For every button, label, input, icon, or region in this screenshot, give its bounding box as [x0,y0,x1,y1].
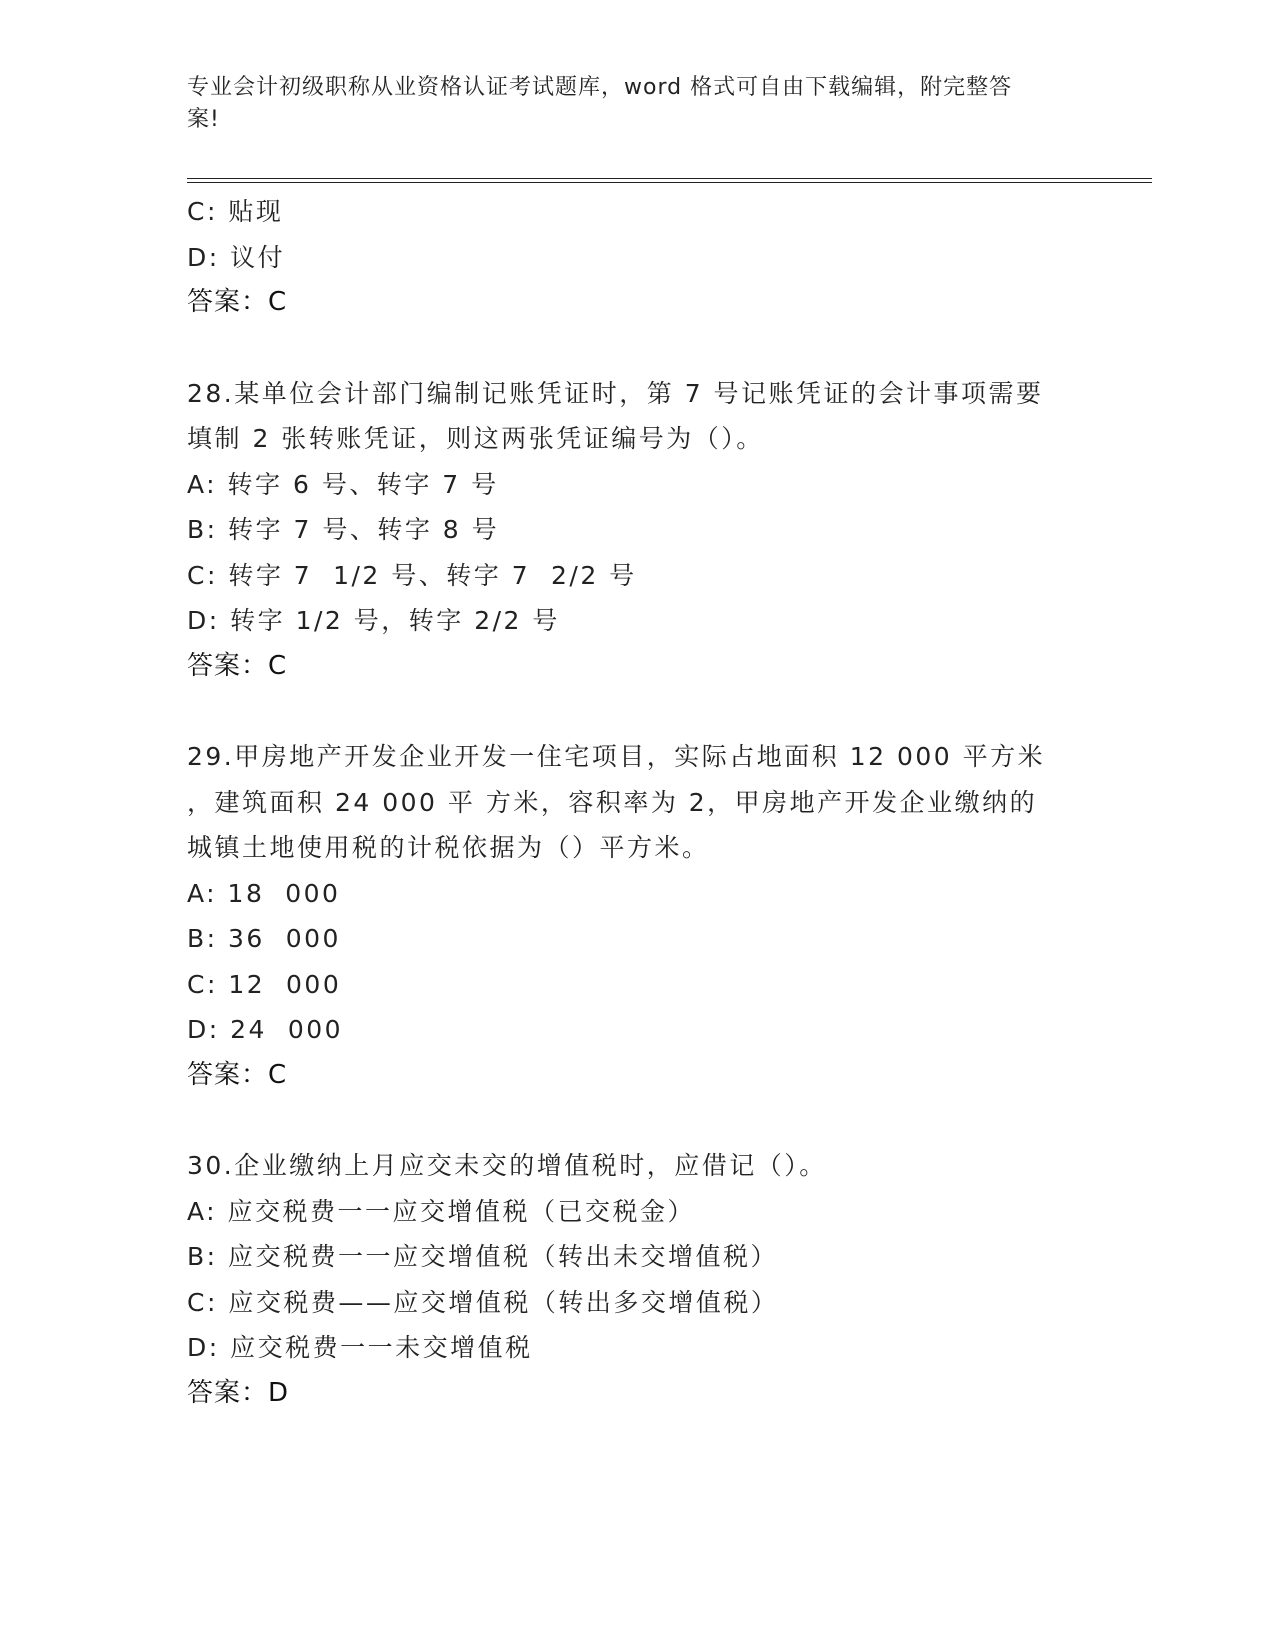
option-b: B: 应交税费一一应交增值税（转出未交增值税） [187,1242,779,1271]
question-list [187,189,1117,1416]
header-rule-bottom [187,182,1152,183]
stem-line: 填制 2 张转账凭证，则这两张凭证编号为（）。 [187,424,764,453]
question-stem [187,371,1117,462]
option-c: C: 12 000 [187,969,342,999]
option-d: D: 议付 [187,242,286,272]
stem-line: 29.甲房地产开发企业开发一住宅项目，实际占地面积 12 000 平方米 [187,742,1046,771]
option-d: D: 应交税费一一未交增值税 [187,1333,533,1362]
answer: 答案：C [187,1059,288,1090]
answer: 答案：C [187,650,288,681]
option-a: A: 转字 6 号、转字 7 号 [187,469,499,499]
option-b: B: 36 000 [187,924,341,953]
stem-line: ，建筑面积 24 000 平 方米，容积率为 2，甲房地产开发企业缴纳的 [187,787,1038,817]
header-line-2: 案! [187,107,220,132]
question-29 [187,734,1117,1098]
option-c: C: 应交税费——应交增值税（转出多交增值税） [187,1287,779,1317]
stem-line: 28.某单位会计部门编制记账凭证时，第 7 号记账凭证的会计事项需要 [187,378,1044,408]
question-27-tail [187,189,1117,326]
header-rule-top [187,178,1152,179]
stem-line: 30.企业缴纳上月应交未交的增值税时，应借记（）。 [187,1151,827,1180]
question-stem [187,1143,1117,1189]
option-c: C: 贴现 [187,197,284,226]
option-a: A: 应交税费一一应交增值税（已交税金） [187,1196,696,1226]
option-d: D: 24 000 [187,1015,344,1044]
question-28 [187,371,1117,690]
answer: 答案：D [187,1377,290,1408]
question-stem [187,734,1117,871]
stem-line: 城镇土地使用税的计税依据为（）平方米。 [187,833,710,862]
answer: 答案：C [187,287,288,317]
option-c: C: 转字 7 1/2 号、转字 7 2/2 号 [187,560,637,590]
page-header [187,72,1067,136]
option-a: A: 18 000 [187,878,341,908]
question-30 [187,1143,1117,1416]
header-line-1: 专业会计初级职称从业资格认证考试题库，word 格式可自由下载编辑，附完整答 [187,75,1013,100]
option-d: D: 转字 1/2 号，转字 2/2 号 [187,606,560,635]
option-b: B: 转字 7 号、转字 8 号 [187,515,500,544]
